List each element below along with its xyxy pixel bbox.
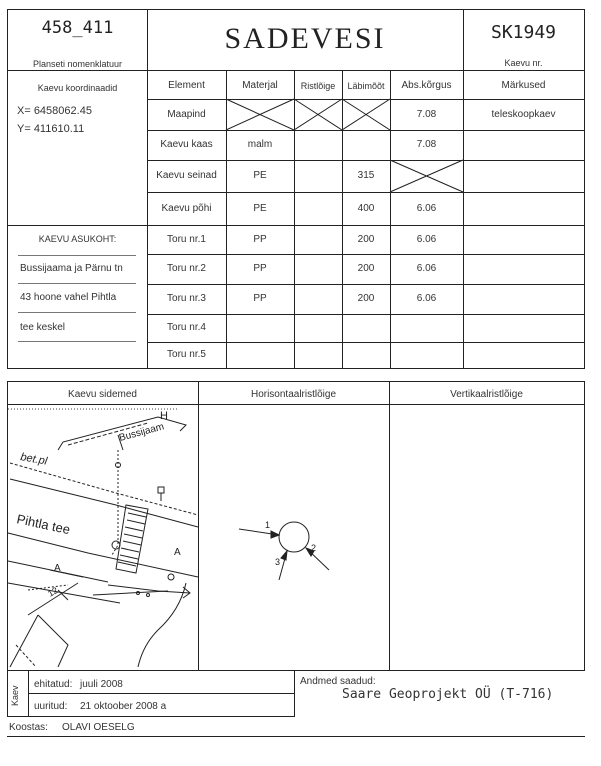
built-label: ehitatud: xyxy=(34,679,73,690)
location-sketch xyxy=(8,405,198,670)
sketch-label-12: 12 xyxy=(46,585,60,599)
coordinate-x: X= 6458062.45 xyxy=(17,105,92,117)
col-header-materjal: Materjal xyxy=(242,80,278,91)
cell-labimoot: 200 xyxy=(357,234,375,245)
cell-labimoot: 200 xyxy=(357,263,375,274)
cell-element: Toru nr.2 xyxy=(167,263,206,274)
cell-element: Toru nr.3 xyxy=(167,293,206,304)
sketch-label-pihtla: Pihtla tee xyxy=(15,511,72,538)
col-header-markused: Märkused xyxy=(501,80,546,91)
cell-element: Kaevu kaas xyxy=(160,139,213,150)
well-number: SK1949 xyxy=(490,22,557,43)
cell-element: Toru nr.5 xyxy=(167,349,206,360)
cell-materjal: PE xyxy=(253,170,267,181)
cell-abs: 6.06 xyxy=(416,293,437,304)
coordinates-label: Kaevu koordinaadid xyxy=(37,83,118,93)
horizontal-section-drawing xyxy=(199,405,389,670)
cell-element: Maapind xyxy=(167,109,206,120)
cell-element: Toru nr.1 xyxy=(167,234,206,245)
location-line: tee keskel xyxy=(20,322,66,333)
sketch-label-betpl: bet.pl xyxy=(19,451,49,468)
location-line: 43 hoone vahel Pihtla xyxy=(20,292,117,303)
surveyed-value: 21 oktoober 2008 a xyxy=(80,701,167,712)
cell-materjal: malm xyxy=(247,139,273,150)
cell-abs: 6.06 xyxy=(416,234,437,245)
sketch-label-h: H xyxy=(160,410,168,422)
compiled-label: Koostas: xyxy=(9,722,48,733)
location-label: KAEVU ASUKOHT: xyxy=(38,234,117,244)
pipe-label-2: 2 xyxy=(311,543,317,553)
sketch-label-bussijaam: Bussijaam xyxy=(117,421,166,444)
cell-materjal: PP xyxy=(253,263,267,274)
cell-materjal: PP xyxy=(253,234,267,245)
cell-element: Toru nr.4 xyxy=(167,322,206,333)
cell-labimoot: 315 xyxy=(357,170,375,181)
col-header-labimoot: Läbimõõt xyxy=(347,81,385,91)
cell-materjal: PE xyxy=(253,203,267,214)
sketch-label-a: A xyxy=(54,563,61,574)
location-line: Bussijaama ja Pärnu tn xyxy=(20,263,123,274)
cell-labimoot: 400 xyxy=(357,203,375,214)
data-source-label: Andmed saadud: xyxy=(300,676,376,687)
pipe-label-3: 3 xyxy=(275,557,281,567)
cell-abs: 7.08 xyxy=(416,109,437,120)
compiled-value: OLAVI OESELG xyxy=(62,722,135,733)
cell-markused: teleskoopkaev xyxy=(491,109,556,120)
cell-abs: 6.06 xyxy=(416,203,437,214)
section-connections: Kaevu sidemed xyxy=(68,389,137,400)
surveyed-label: uuritud: xyxy=(34,701,68,712)
cell-abs: 7.08 xyxy=(416,139,437,150)
col-header-abs: Abs.kõrgus xyxy=(401,80,452,91)
sheet-caption: Planseti nomenklatuur xyxy=(32,59,123,69)
coordinate-y: Y= 411610.11 xyxy=(17,123,85,135)
cell-element: Kaevu seinad xyxy=(156,170,217,181)
data-source-value: Saare Geoprojekt OÜ (T-716) xyxy=(342,687,554,702)
cell-labimoot: 200 xyxy=(357,293,375,304)
col-header-ristloige: Ristlõige xyxy=(300,81,336,91)
built-value: juuli 2008 xyxy=(80,679,123,690)
cell-element: Kaevu põhi xyxy=(161,203,212,214)
cell-abs: 6.06 xyxy=(416,263,437,274)
cell-materjal: PP xyxy=(253,293,267,304)
sketch-label-a: A xyxy=(174,547,181,558)
footer-side-label: Kaev xyxy=(10,685,20,706)
section-vertical: Vertikaalristlõige xyxy=(450,389,523,400)
pipe-label-1: 1 xyxy=(265,520,271,530)
well-caption: Kaevu nr. xyxy=(504,58,543,68)
col-header-element: Element xyxy=(168,80,205,91)
sheet-number: 458_411 xyxy=(41,18,114,38)
section-horizontal: Horisontaalristlõige xyxy=(250,389,337,400)
page-title: SADEVESI xyxy=(224,22,386,55)
